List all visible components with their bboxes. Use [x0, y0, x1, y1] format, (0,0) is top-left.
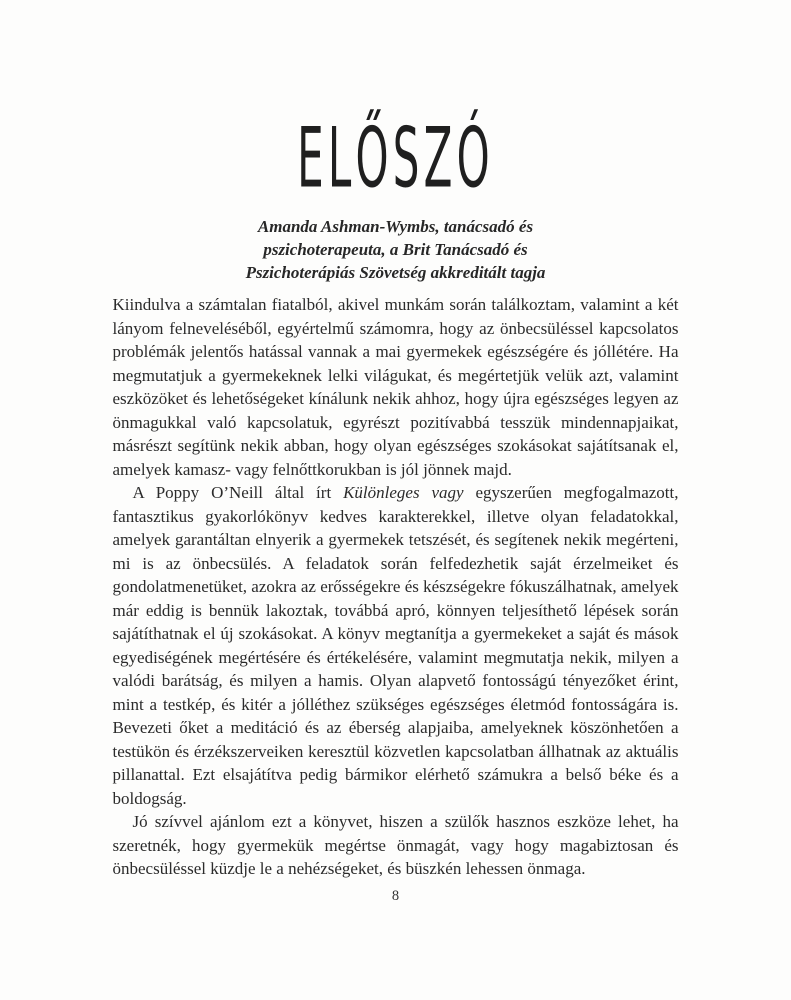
paragraph-2-text-after: egyszerűen megfogalmazott, fantasztikus gyakorlókönyv kedves karakterekkel, illetve olyan feladatokkal, amelyek garantáltan elnyerik a gyermekek tetszését, és segítenek nekik megérteni, mi is az önbecsülés. A feladatok során felfedezhetik saját érzelmeiket és gondolatmenetüket, azokra az erősségekre és készségekre fókuszálhatnak, amelyek már eddig is bennük lakoztak, továbbá apró, könnyen teljesíthető lépések során sajátíthatnak el új szokásokat. A könyv megtanítja a gyermekeket a saját és mások egyediségének megértésére és értékelésére, valamint megmutatja nekik, milyen a valódi barátság, és milyen a hamis. Olyan alapvető fontosságú tényezőket érint, mint a testkép, és kitér a jólléthez szükséges egészséges életmód fontosságára is. Bevezeti őket a meditáció és az éberség alapjaiba, amelyeknek köszönhetően a testükön és érzékszerveiken keresztül közvetlen kapcsolatban állhatnak az aktuális pillanattal. Ezt elsajátítva pedig bármikor elérhető számukra a belső béke és a boldogság. [112, 483, 679, 808]
chapter-title-block [0, 110, 791, 208]
paragraph-3: Jó szívvel ajánlom ezt a könyvet, hiszen a szülők hasznos eszköze lehet, ha szeretnék, hogy gyermekük megértse önmagát, vagy hogy magabiztosan és önbecsüléssel küzdje le a nehézségeket, és büszkén lehessen önmaga. [112, 812, 679, 878]
chapter-title: ELŐSZÓ [297, 110, 494, 208]
author-byline [0, 215, 791, 284]
paragraph-1: Kiindulva a számtalan fiatalból, akivel munkám során találkoztam, valamint a két lányom felneveléséből, egyértelmű számomra, hogy az önbecsüléssel kapcsolatos problémák jelentős hatással vannak a mai gyermekek egészségére és jóllétére. Ha megmutatjuk a gyermekeknek lelki világukat, és megértetjük velük azt, valamint eszközöket és lehetőségeket kínálunk nekik ahhoz, hogy újra egészséges legyen az önmagukkal való kapcsolatuk, egyrészt pozitívabbá tesszük mindennapjaikat, másrészt segítünk nekik abban, hogy olyan egészséges szokásokat sajátítsanak el, amelyek kamasz- vagy felnőttkorukban is jól jönnek majd. [112, 295, 679, 479]
paragraph-2 [113, 481, 679, 810]
byline-line-3: Pszichoterápiás Szövetség akkreditált tagja [245, 263, 546, 282]
referenced-book-title: Különleges vagy [343, 483, 464, 502]
paragraph-2-text-before: A Poppy O’Neill által írt [132, 483, 344, 502]
byline-line-2: pszichoterapeuta, a Brit Tanácsadó és [263, 240, 528, 259]
byline-line-1: Amanda Ashman-Wymbs, tanácsadó és [257, 217, 534, 236]
page-number: 8 [391, 887, 400, 904]
body-text [113, 293, 679, 881]
